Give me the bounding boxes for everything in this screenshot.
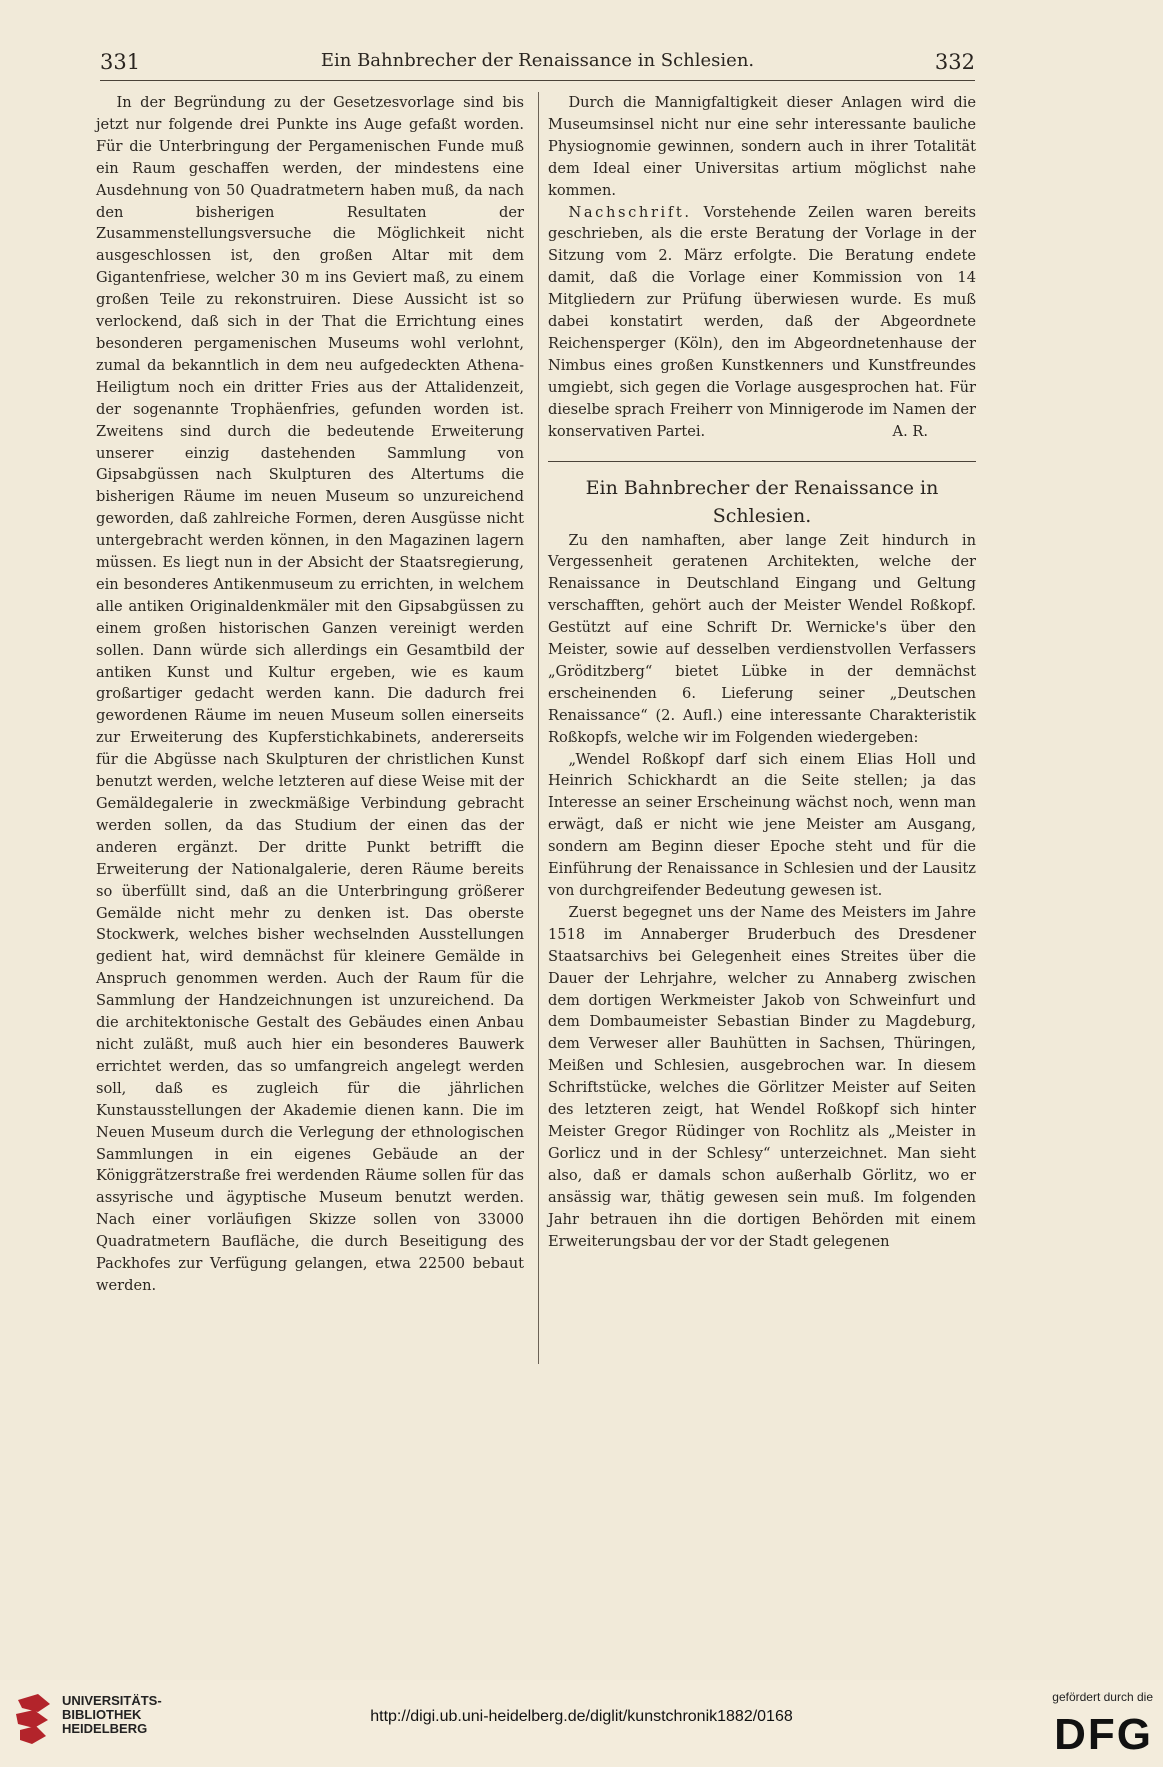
running-header xyxy=(100,50,975,78)
body-paragraph: Durch die Mannigfaltigkeit dieser Anlagen wird die Museumsinsel nicht nur eine sehr interessante bauliche Physiognomie gewinnen, sondern auch in ihrer Totalität dem Ideal einer Universitas artium möglichst nahe kommen. xyxy=(548,94,976,199)
dfg-logo: DFG xyxy=(1054,1710,1153,1759)
column-divider xyxy=(538,92,539,1364)
body-paragraph: Zuerst begegnet uns der Name des Meisters im Jahre 1518 im Annaberger Bruderbuch des Dresdener Staatsarchivs bei Gelegenheit eines Streites über die Dauer der Lehrjahre, welcher zu Annaberg zwischen dem dortigen Werkmeister Jakob von Schweinfurt und dem Dombaumeister Sebastian Binder zu Magdeburg, dem Verweser aller Bauhütten in Sachsen, Thüringen, Meißen und Schlesien, ausgebrochen war. In diesem Schriftstücke, welches die Görlitzer Meister auf Seiten des letzteren zeigt, hat Wendel Roßkopf sich hinter Meister Gregor Rüdinger von Rochlitz als „Meister in Gorlicz und in der Schlesy“ unterzeichnet. Man sieht also, daß er damals schon außerhalb Görlitz, wo er ansässig war, thätig gewesen sein muß. Im folgenden Jahr betrauen ihn die dortigen Behörden mit einem Erweiterungsbau der vor der Stadt gelegenen xyxy=(548,903,976,1250)
body-paragraph: „Wendel Roßkopf darf sich einem Elias Holl und Heinrich Schickhardt an die Seite stellen; ja das Interesse an seiner Erscheinung wächst noch, wenn man erwägt, daß er nicht wie jene Meister am Ausgang, sondern am Beginn dieser Epoche steht und für die Einführung der Renaissance in Schlesien und der Lausitz von durchgreifender Bedeutung gewesen ist. xyxy=(548,750,976,900)
postscript-label: Nachschrift. xyxy=(568,203,692,221)
institution-line: HEIDELBERG xyxy=(62,1721,148,1736)
institution-line: BIBLIOTHEK xyxy=(62,1707,142,1722)
body-paragraph: In der Begründung zu der Gesetzesvorlage sind bis jetzt nur folgende drei Punkte ins Auge gefaßt worden. Für die Unterbringung der Pergamenischen Funde muß ein Raum geschaffen werden, der mindestens eine Ausdehnung von 50 Quadratmetern haben muß, da nach den bisherigen Resultaten der Zusammenstellungsversuche die Möglichkeit nicht ausgeschlossen ist, den großen Altar mit dem Gigantenfriese, welcher 30 m ins Geviert maß, zu einem großen Teile zu rekonstruiren. Diese Aussicht ist so verlockend, daß sich in der That die Errichtung eines besonderen pergamenischen Museums wohl verlohnt, zumal da bekanntlich in dem neu aufgedeckten Athena-Heiligtum noch ein dritter Fries aus der Attalidenzeit, der sogenannte Trophäenfries, gefunden worden ist. Zweitens sind durch die bedeutende Erweiterung unserer einzig dastehenden Sammlung von Gipsabgüssen nach Skulpturen des Altertums die bisherigen Räume im neuen Museum so unzureichend geworden, daß zahlreiche Formen, deren Ausgüsse nicht untergebracht werden können, in den Magazinen lagern müssen. Es liegt nun in der Absicht der Staatsregierung, ein besonderes Antikenmuseum zu errichten, in welchem alle antiken Originaldenkmäler mit den Gipsabgüssen zu einem großen historischen Ganzen vereinigt werden sollen. Dann würde sich allerdings ein Gesamtbild der antiken Kunst und Kultur ergeben, wie es kaum großartiger gedacht werden kann. Die dadurch frei gewordenen Räume im neuen Museum sollen einerseits zur Erweiterung des Kupferstichkabinets, andererseits für die Abgüsse nach Skulpturen der christlichen Kunst benutzt werden, welche letzteren auf diese Weise mit der Gemäldegalerie in zweckmäßige Verbindung gebracht werden sollen, da das Studium der einen das der anderen ergänzt. Der dritte Punkt betrifft die Erweiterung der Nationalgalerie, deren Räume bereits so überfüllt sind, daß an die Unterbringung größerer Gemälde nicht mehr zu denken ist. Das oberste Stockwerk, welches bisher wechselnden Ausstellungen gedient hat, wird demnächst für kleinere Gemälde in Anspruch genommen werden. Auch der Raum für die Sammlung der Handzeichnungen ist unzureichend. Da die architektonische Gestalt des Gebäudes einen Anbau nicht zuläßt, muß auch hier ein besonderes Bauwerk errichtet werden, das so umfangreich angelegt werden soll, daß es zugleich für die jährlichen Kunstausstellungen der Akademie dienen kann. Die im Neuen Museum durch die Verlegung der ethnologischen Sammlungen in ein eigenes Gebäude an der Königgrätzerstraße frei werdenden Räume sollen für das assyrische und ägyptische Museum benutzt werden. Nach einer vorläufigen Skizze sollen von 33000 Quadratmetern Baufläche, die durch Beseitigung des Packhofes zur Verfügung gelangen, etwa 22500 bebaut werden. xyxy=(96,94,524,1294)
page-number-right: 332 xyxy=(934,50,975,74)
section-rule xyxy=(548,461,976,462)
section-title: Ein Bahnbrecher der Renaissance in Schlesien. xyxy=(585,476,939,527)
institution-line: UNIVERSITÄTS- xyxy=(62,1693,162,1708)
header-rule xyxy=(100,80,975,81)
digitization-footer xyxy=(0,1680,1163,1767)
left-column xyxy=(96,92,524,1297)
funded-by-label: gefördert durch die xyxy=(1052,1690,1153,1704)
postscript-paragraph xyxy=(548,202,976,443)
page-number-left: 331 xyxy=(100,50,141,74)
author-signature: A. R. xyxy=(892,422,928,440)
postscript-text: Vorstehende Zeilen waren bereits geschrieben, als die erste Beratung der Vorlage in der Sitzung vom 2. März erfolgte. Die Beratung endete damit, daß die Vorlage einer Kommission von 14 Mitgliedern zur Prüfung überwiesen wurde. Es muß dabei konstatirt werden, daß der Abgeordnete Reichensperger (Köln), den im Abgeordnetenhause der Nimbus eines großen Kunstkenners und Kunstfreundes umgiebt, sich gegen die Vorlage ausgesprochen hat. Für dieselbe sprach Freiherr von Minnigerode im Namen der konservativen Partei. xyxy=(548,203,976,440)
running-title: Ein Bahnbrecher der Renaissance in Schlesien. xyxy=(320,50,755,71)
body-paragraph: Zu den namhaften, aber lange Zeit hindurch in Vergessenheit geratenen Architekten, welche der Renaissance in Deutschland Eingang und Geltung verschafften, gehört auch der Meister Wendel Roßkopf. Gestützt auf eine Schrift Dr. Wernicke's über den Meister, sowie auf desselben verdienstvollen Verfassers „Gröditzberg“ bietet Lübke in der demnächst erscheinenden 6. Lieferung seiner „Deutschen Renaissance“ (2. Aufl.) eine interessante Charakteristik Roßkopfs, welche wir im Folgenden wiedergeben: xyxy=(548,531,976,746)
right-column xyxy=(548,92,976,1252)
source-url-link[interactable]: http://digi.ub.uni-heidelberg.de/diglit/kunstchronik1882/0168 xyxy=(370,1708,793,1725)
